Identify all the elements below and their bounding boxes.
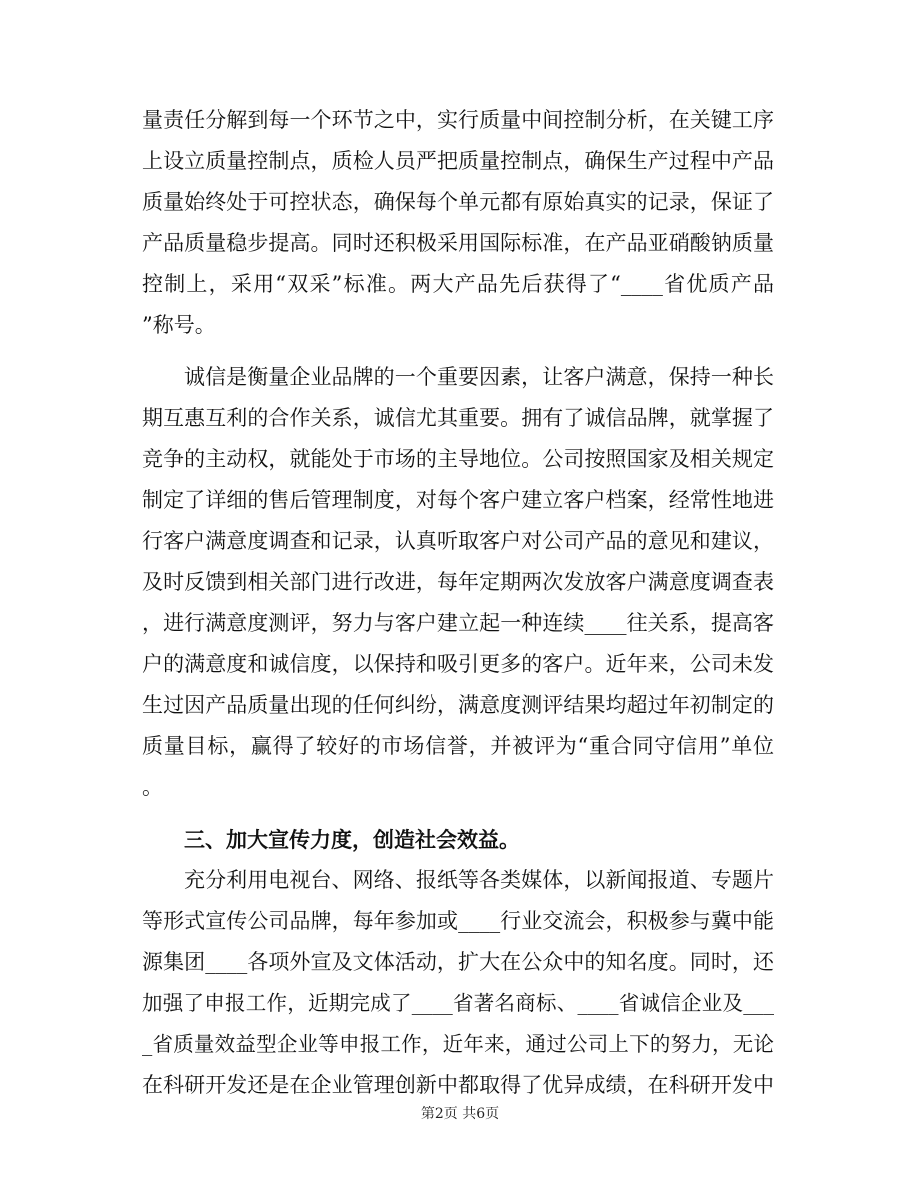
- text-line: 充分利用电视台、网络、报纸等各类媒体，以新闻报道、专题片: [184, 868, 774, 892]
- text-line: 控制上，采用“双采”标准。两大产品先后获得了“____省优质产品: [142, 272, 774, 296]
- page-number: 第2页 共6页: [420, 1106, 500, 1122]
- text-line: 源集团____各项外宣及文体活动，扩大在公众中的知名度。同时，还: [142, 950, 774, 974]
- text-line: _省质量效益型企业等申报工作，近年来，通过公司上下的努力，无论: [142, 1032, 774, 1056]
- text-line: ，进行满意度测评，努力与客户建立起一种连续____往关系，提高客: [142, 611, 774, 635]
- text-line: 行客户满意度调查和记录，认真听取客户对公司产品的意见和建议，: [142, 529, 774, 553]
- text-line: 竞争的主动权，就能处于市场的主导地位。公司按照国家及相关规定: [142, 447, 774, 471]
- text-line: 制定了详细的售后管理制度，对每个客户建立客户档案，经常性地进: [142, 488, 774, 512]
- text-line: 质量目标，赢得了较好的市场信誉，并被评为“重合同守信用”单位: [142, 734, 774, 758]
- paragraph-integrity: [142, 357, 774, 808]
- text-line: 产品质量稳步提高。同时还积极采用国际标准，在产品亚硝酸钠质量: [142, 231, 774, 255]
- text-line: ”称号。: [142, 313, 216, 337]
- text-line: 质量始终处于可控状态，确保每个单元都有原始真实的记录，保证了: [142, 190, 774, 214]
- body-text: [142, 100, 774, 1106]
- paragraph-publicity: [142, 860, 774, 1106]
- text-line: 上设立质量控制点，质检人员严把质量控制点，确保生产过程中产品: [142, 149, 774, 173]
- text-line: 期互惠互利的合作关系，诚信尤其重要。拥有了诚信品牌，就掌握了: [142, 406, 774, 430]
- section-heading: 三、加大宣传力度，创造社会效益。: [184, 827, 520, 852]
- text-line: 户的满意度和诚信度，以保持和吸引更多的客户。近年来，公司未发: [142, 652, 774, 676]
- text-line: 在科研开发还是在企业管理创新中都取得了优异成绩，在科研开发中: [142, 1073, 774, 1097]
- text-line: 生过因产品质量出现的任何纠纷，满意度测评结果均超过年初制定的: [142, 693, 774, 717]
- text-line: 及时反馈到相关部门进行改进，每年定期两次发放客户满意度调查表: [142, 570, 774, 594]
- text-line: 量责任分解到每一个环节之中，实行质量中间控制分析，在关键工序: [142, 108, 774, 132]
- text-line: 诚信是衡量企业品牌的一个重要因素，让客户满意，保持一种长: [184, 365, 774, 389]
- paragraph-quality-control: [142, 100, 774, 346]
- text-line: 加强了申报工作，近期完成了____省著名商标、____省诚信企业及___: [142, 991, 774, 1015]
- text-line: 。: [142, 775, 163, 799]
- text-line: 等形式宣传公司品牌，每年参加或____行业交流会，积极参与冀中能: [142, 909, 774, 933]
